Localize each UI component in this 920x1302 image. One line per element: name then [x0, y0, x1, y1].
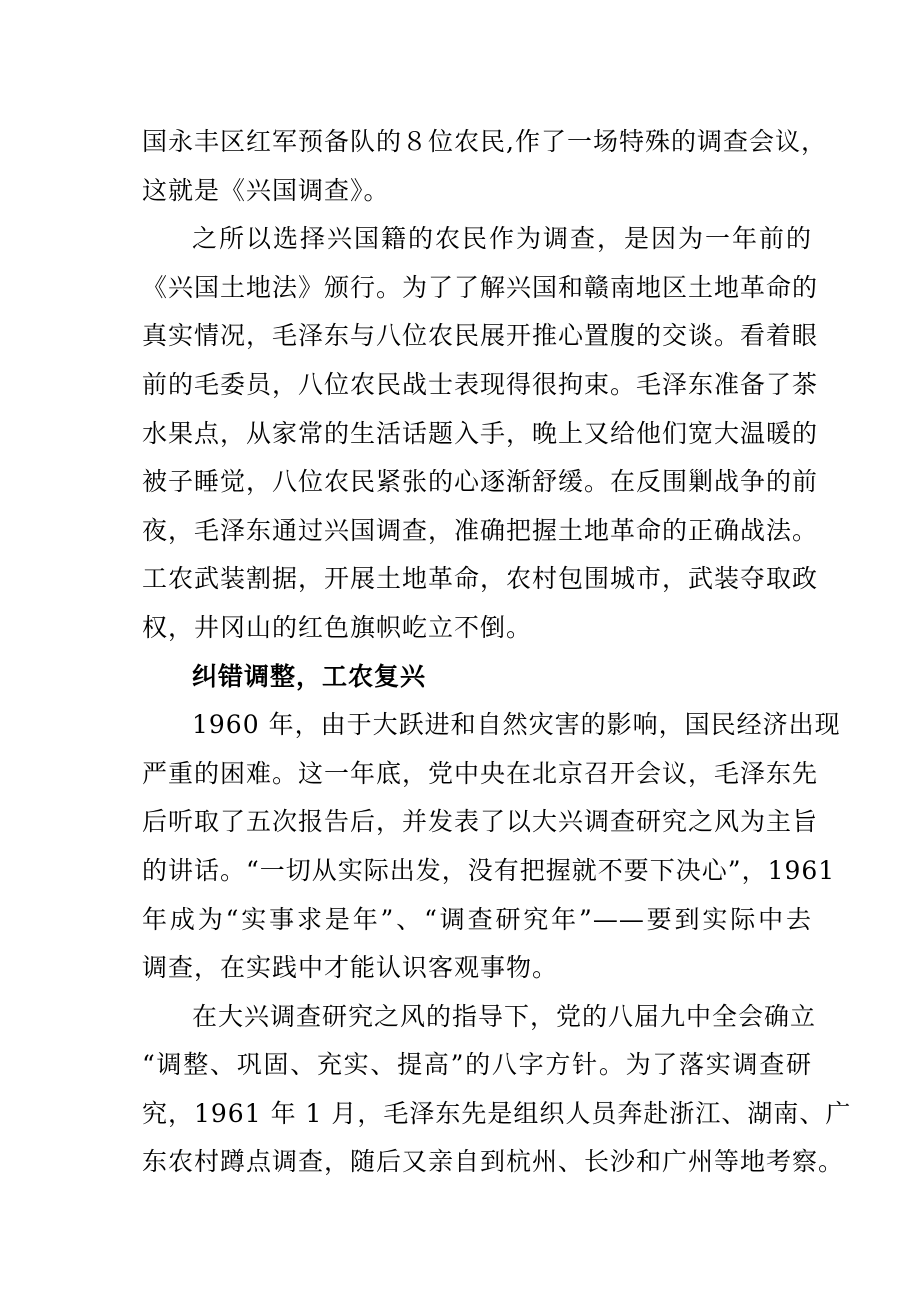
- text-line: 调查，在实践中才能认识客观事物。: [142, 953, 559, 983]
- text-line: 夜，毛泽东通过兴国调查，准确把握土地革命的正确战法。: [142, 515, 819, 545]
- text-line: 真实情况，毛泽东与八位农民展开推心置腹的交谈。看着眼: [142, 321, 819, 351]
- document-page: [142, 118, 852, 1187]
- text-line: 后听取了五次报告后，并发表了以大兴调查研究之风为主旨: [142, 807, 819, 837]
- paragraph: [142, 701, 841, 993]
- text-line: “调整、巩固、充实、提高”的八字方针。为了落实调查研: [142, 1050, 812, 1080]
- text-line: 工农武装割据，开展土地革命，农村包围城市，武装夺取政: [142, 564, 819, 594]
- text-line: 这就是《兴国调查》。: [142, 175, 390, 205]
- text-line: 权，井冈山的红色旗帜屹立不倒。: [142, 612, 533, 642]
- text-line: 1960 年，由于大跃进和自然灾害的影响，国民经济出现: [192, 710, 841, 740]
- paragraph: [142, 118, 827, 215]
- text-line: 在大兴调查研究之风的指导下，党的八届九中全会确立: [192, 1001, 817, 1031]
- text-line: 的讲话。“一切从实际出发，没有把握就不要下决心”，1961: [142, 855, 836, 885]
- text-line: 年成为“实事求是年”、“调查研究年”——要到实际中去: [142, 904, 812, 934]
- text-line: 严重的困难。这一年底，党中央在北京召开会议，毛泽东先: [142, 758, 819, 788]
- section-heading: [142, 653, 812, 702]
- paragraph: [142, 215, 819, 652]
- text-line: 国永丰区红军预备队的８位农民,作了一场特殊的调查会议，: [142, 127, 827, 156]
- text-line: 被子睡觉，八位农民紧张的心逐渐舒缓。在反围剿战争的前: [142, 467, 819, 497]
- text-line: 究，1961 年 1 月，毛泽东先是组织人员奔赴浙江、湖南、广: [142, 1098, 852, 1128]
- heading-text: 纠错调整，工农复兴: [192, 661, 427, 691]
- text-line: 之所以选择兴国籍的农民作为调查，是因为一年前的: [192, 224, 812, 254]
- text-line: 水果点，从家常的生活话题入手，晚上又给他们宽大温暖的: [142, 418, 819, 448]
- paragraph: [142, 993, 852, 1187]
- text-line: 前的毛委员，八位农民战士表现得很拘束。毛泽东准备了茶: [142, 369, 819, 399]
- text-line: 东农村蹲点调查，随后又亲自到杭州、长沙和广州等地考察。: [142, 1147, 845, 1177]
- text-line: 《兴国土地法》颁行。为了了解兴国和赣南地区土地革命的: [142, 272, 819, 302]
